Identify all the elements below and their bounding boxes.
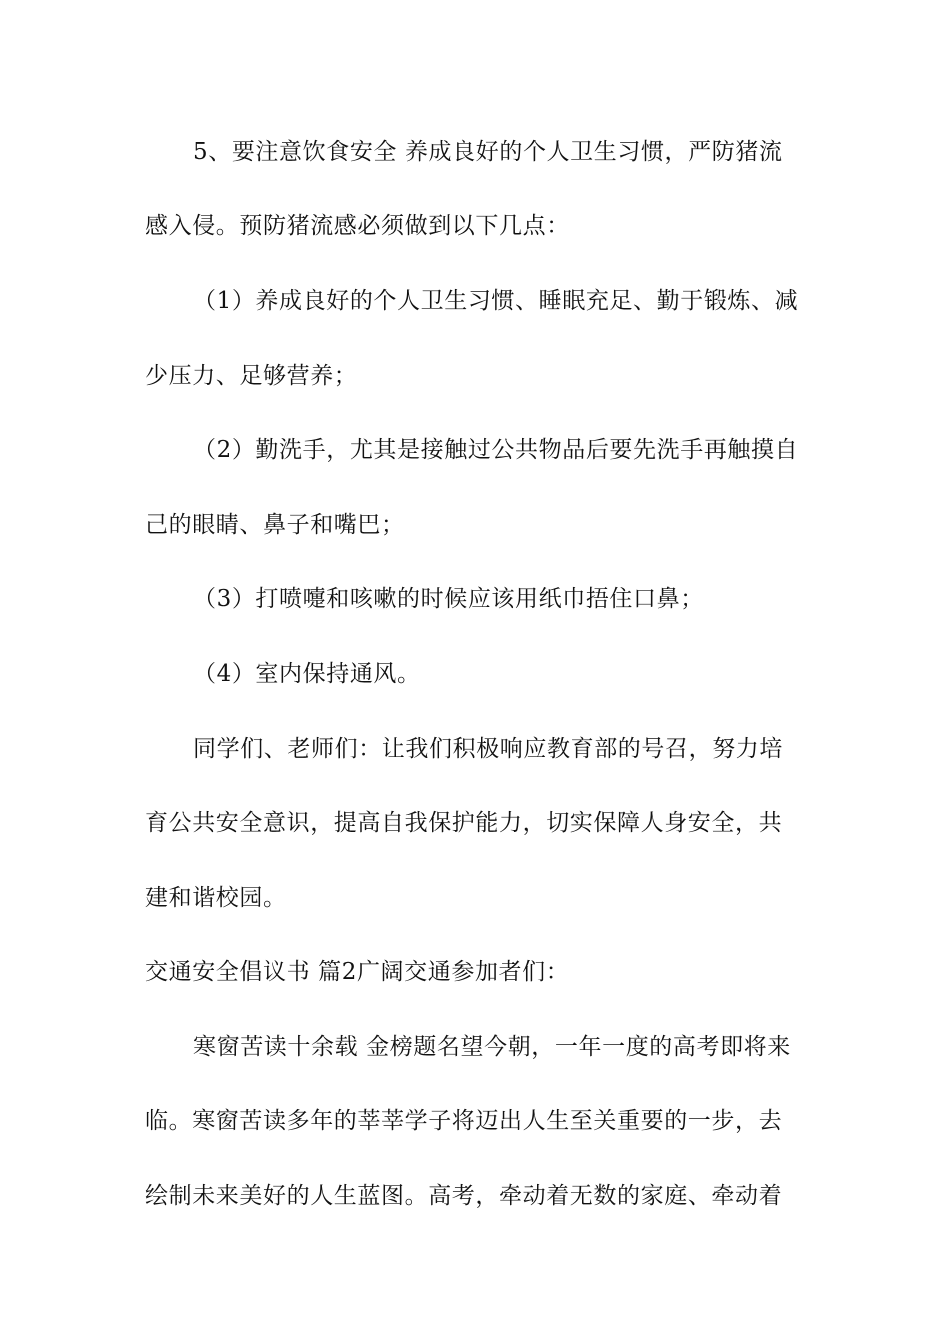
paragraph-line: 5、要注意饮食安全 养成良好的个人卫生习惯，严防猪流 [193,139,783,165]
paragraph-line: 建和谐校园。 [145,885,287,911]
paragraph-line: 感入侵。预防猪流感必须做到以下几点： [145,213,570,239]
paragraph-line: 绘制未来美好的人生蓝图。高考，牵动着无数的家庭、牵动着 [145,1183,783,1209]
list-item-line: （4）室内保持通风。 [193,661,421,687]
list-item-line: 少压力、足够营养； [145,363,358,389]
paragraph-line: 同学们、老师们：让我们积极响应教育部的号召，努力培 [193,736,783,762]
paragraph-line: 育公共安全意识，提高自我保护能力，切实保障人身安全，共 [145,810,783,836]
list-item-line: 己的眼睛、鼻子和嘴巴； [145,512,405,538]
list-item-line: （1）养成良好的个人卫生习惯、睡眠充足、勤于锻炼、减 [193,288,799,314]
section-heading: 交通安全倡议书 篇2广阔交通参加者们： [145,959,570,985]
list-item-line: （3）打喷嚏和咳嗽的时候应该用纸巾捂住口鼻； [193,586,704,612]
paragraph-line: 寒窗苦读十余载 金榜题名望今朝，一年一度的高考即将来 [193,1034,791,1060]
list-item-line: （2）勤洗手，尤其是接触过公共物品后要先洗手再触摸自 [193,437,799,463]
paragraph-line: 临。寒窗苦读多年的莘莘学子将迈出人生至关重要的一步，去 [145,1108,783,1134]
